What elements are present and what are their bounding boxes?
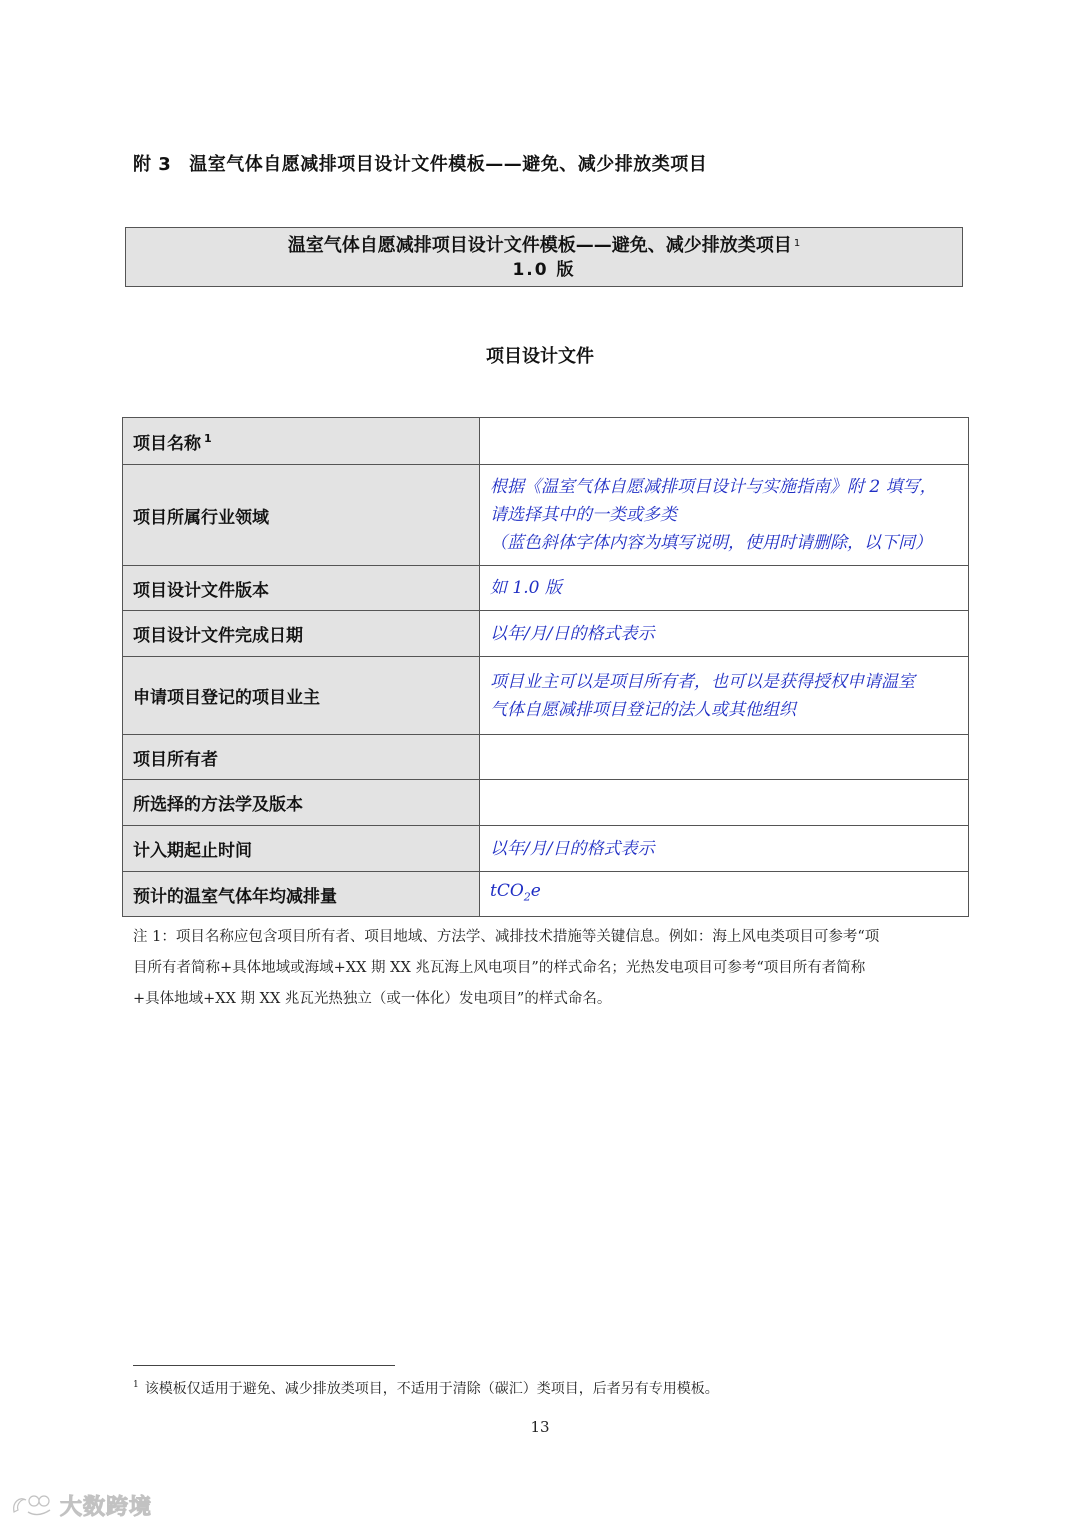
template-title-line bbox=[126, 234, 962, 258]
template-title: 温室气体自愿减排项目设计文件模板——避免、减少排放类项目 bbox=[287, 235, 792, 256]
row-label: 申请项目登记的项目业主 bbox=[123, 657, 480, 735]
table-note-line: 目所有者简称+具体地域或海域+XX 期 XX 兆瓦海上风电项目”的样式命名；光热发电项目可参考“项目所有者简称 bbox=[133, 960, 866, 976]
template-title-box bbox=[125, 227, 963, 287]
template-title-footnote-ref: 1 bbox=[793, 238, 801, 249]
row-value bbox=[480, 826, 969, 872]
unit-subscript: 2 bbox=[523, 890, 531, 904]
table-note-line: 注 1：项目名称应包含项目所有者、项目地域、方法学、减排技术措施等关键信息。例如：海上风电类项目可参考“项 bbox=[133, 929, 880, 945]
template-version: 1.0 版 bbox=[512, 260, 576, 280]
table-row-completion-date bbox=[123, 611, 969, 657]
table-note-line: +具体地域+XX 期 XX 兆瓦光热独立（或一体化）发电项目”的样式命名。 bbox=[133, 991, 612, 1007]
appendix-number: 附 3 bbox=[133, 154, 172, 175]
row-value bbox=[480, 465, 969, 566]
instruction-text: 以年/月/日的格式表示 bbox=[490, 623, 655, 644]
instruction-text: 如 1.0 版 bbox=[490, 578, 562, 598]
unit-suffix: e bbox=[530, 880, 541, 901]
row-label: 项目所有者 bbox=[123, 735, 480, 780]
row-label: 预计的温室气体年均减排量 bbox=[123, 872, 480, 917]
watermark bbox=[10, 1490, 152, 1520]
instruction-text: 项目业主可以是项目所有者，也可以是获得授权申请温室 bbox=[490, 671, 915, 692]
table-row-crediting-period bbox=[123, 826, 969, 872]
row-label: 项目设计文件完成日期 bbox=[123, 611, 480, 657]
row-value bbox=[480, 611, 969, 657]
row-value bbox=[480, 780, 969, 826]
row-value bbox=[480, 657, 969, 735]
row-label: 计入期起止时间 bbox=[123, 826, 480, 872]
row-label: 所选择的方法学及版本 bbox=[123, 780, 480, 826]
watermark-text: 大数跨境 bbox=[60, 1494, 153, 1520]
instruction-text: （蓝色斜体字体内容为填写说明，使用时请删除，以下同） bbox=[490, 533, 932, 553]
row-label-text: 项目名称 bbox=[133, 433, 201, 454]
table-row-methodology bbox=[123, 780, 969, 826]
instruction-text: 根据《温室气体自愿减排项目设计与实施指南》附 2 填写， bbox=[490, 477, 937, 497]
table-row-project-owner bbox=[123, 735, 969, 780]
footnote-divider bbox=[133, 1365, 395, 1366]
watermark-logo-icon bbox=[10, 1492, 54, 1518]
row-label: 项目所属行业领域 bbox=[123, 465, 480, 566]
instruction-text: 以年/月/日的格式表示 bbox=[490, 838, 655, 859]
instruction-text: 请选择其中的一类或多类 bbox=[490, 505, 677, 525]
table-row-industry-field bbox=[123, 465, 969, 566]
table-row-project-applicant bbox=[123, 657, 969, 735]
row-value bbox=[480, 872, 969, 917]
table-note bbox=[133, 922, 963, 1015]
row-value bbox=[480, 566, 969, 611]
unit-text bbox=[490, 877, 958, 911]
appendix-title: 温室气体自愿减排项目设计文件模板——避免、减少排放类项目 bbox=[189, 154, 708, 175]
row-label bbox=[123, 418, 480, 465]
document-subtitle: 项目设计文件 bbox=[486, 346, 594, 367]
table-row-document-version bbox=[123, 566, 969, 611]
page-footnote-text: 该模板仅适用于避免、减少排放类项目，不适用于清除（碳汇）类项目，后者另有专用模板。 bbox=[144, 1381, 719, 1397]
row-value bbox=[480, 735, 969, 780]
row-label: 项目设计文件版本 bbox=[123, 566, 480, 611]
table-row-annual-reduction bbox=[123, 872, 969, 917]
row-label-footnote-ref: 1 bbox=[204, 431, 212, 445]
page-number: 13 bbox=[530, 1418, 550, 1436]
project-info-table bbox=[122, 417, 969, 917]
unit-prefix: tCO bbox=[490, 880, 524, 901]
row-value bbox=[480, 418, 969, 465]
instruction-text: 气体自愿减排项目登记的法人或其他组织 bbox=[490, 699, 796, 720]
page-footnote-marker: 1 bbox=[133, 1380, 139, 1391]
page-footnote bbox=[133, 1378, 719, 1398]
appendix-heading bbox=[133, 150, 707, 176]
table-row-project-name bbox=[123, 418, 969, 465]
